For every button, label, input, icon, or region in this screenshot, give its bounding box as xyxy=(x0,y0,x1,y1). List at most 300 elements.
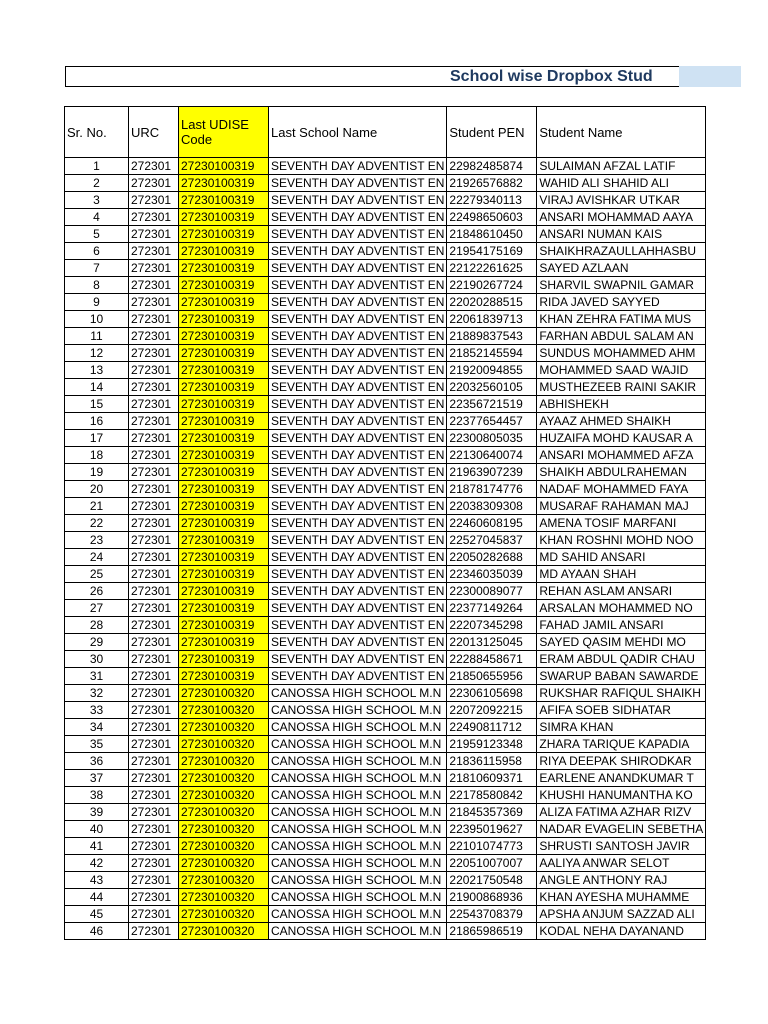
cell-urc[interactable]: 272301 xyxy=(129,464,179,481)
cell-student-pen[interactable]: 21810609371 xyxy=(447,770,537,787)
cell-sr-no[interactable]: 41 xyxy=(65,838,129,855)
cell-urc[interactable]: 272301 xyxy=(129,481,179,498)
cell-student-name[interactable]: AALIYA ANWAR SELOT xyxy=(537,855,706,872)
cell-school-name[interactable]: CANOSSA HIGH SCHOOL M.N xyxy=(269,804,447,821)
cell-school-name[interactable]: SEVENTH DAY ADVENTIST EN xyxy=(269,498,447,515)
cell-sr-no[interactable]: 36 xyxy=(65,753,129,770)
cell-student-pen[interactable]: 21926576882 xyxy=(447,175,537,192)
cell-sr-no[interactable]: 44 xyxy=(65,889,129,906)
cell-student-name[interactable]: KHAN ZEHRA FATIMA MUS xyxy=(537,311,706,328)
cell-student-name[interactable]: ZHARA TARIQUE KAPADIA xyxy=(537,736,706,753)
table-row xyxy=(65,243,706,260)
table-row xyxy=(65,515,706,532)
cell-udise[interactable]: 27230100320 xyxy=(179,872,269,889)
cell-school-name[interactable]: SEVENTH DAY ADVENTIST EN xyxy=(269,430,447,447)
cell-student-name[interactable]: ANGLE ANTHONY RAJ xyxy=(537,872,706,889)
cell-student-name[interactable]: ANSARI MOHAMMED AFZA xyxy=(537,447,706,464)
cell-school-name[interactable]: SEVENTH DAY ADVENTIST EN xyxy=(269,311,447,328)
cell-school-name[interactable]: CANOSSA HIGH SCHOOL M.N xyxy=(269,753,447,770)
cell-urc[interactable]: 272301 xyxy=(129,804,179,821)
cell-udise[interactable]: 27230100320 xyxy=(179,906,269,923)
cell-school-name[interactable]: CANOSSA HIGH SCHOOL M.N xyxy=(269,821,447,838)
cell-sr-no[interactable]: 28 xyxy=(65,617,129,634)
cell-student-name[interactable]: SHAIKHRAZAULLAHHASBU xyxy=(537,243,706,260)
cell-student-pen[interactable]: 22356721519 xyxy=(447,396,537,413)
cell-udise[interactable]: 27230100319 xyxy=(179,498,269,515)
cell-sr-no[interactable]: 15 xyxy=(65,396,129,413)
cell-student-pen[interactable]: 22207345298 xyxy=(447,617,537,634)
cell-udise[interactable]: 27230100320 xyxy=(179,719,269,736)
cell-sr-no[interactable]: 2 xyxy=(65,175,129,192)
cell-urc[interactable]: 272301 xyxy=(129,430,179,447)
cell-urc[interactable]: 272301 xyxy=(129,379,179,396)
cell-student-pen[interactable]: 22013125045 xyxy=(447,634,537,651)
cell-sr-no[interactable]: 1 xyxy=(65,158,129,175)
cell-student-pen[interactable]: 21954175169 xyxy=(447,243,537,260)
cell-student-pen[interactable]: 21878174776 xyxy=(447,481,537,498)
cell-sr-no[interactable]: 12 xyxy=(65,345,129,362)
cell-student-name[interactable]: REHAN ASLAM ANSARI xyxy=(537,583,706,600)
cell-student-name[interactable]: VIRAJ AVISHKAR UTKAR xyxy=(537,192,706,209)
cell-urc[interactable]: 272301 xyxy=(129,668,179,685)
cell-student-name[interactable]: ERAM ABDUL QADIR CHAU xyxy=(537,651,706,668)
cell-student-name[interactable]: FARHAN ABDUL SALAM AN xyxy=(537,328,706,345)
cell-student-pen[interactable]: 22130640074 xyxy=(447,447,537,464)
header-last-school[interactable]: Last School Name xyxy=(269,107,447,158)
cell-school-name[interactable]: SEVENTH DAY ADVENTIST EN xyxy=(269,158,447,175)
cell-sr-no[interactable]: 23 xyxy=(65,532,129,549)
cell-udise[interactable]: 27230100319 xyxy=(179,158,269,175)
cell-student-pen[interactable]: 22178580842 xyxy=(447,787,537,804)
cell-udise[interactable]: 27230100319 xyxy=(179,617,269,634)
cell-student-name[interactable]: MUSARAF RAHAMAN MAJ xyxy=(537,498,706,515)
cell-school-name[interactable]: SEVENTH DAY ADVENTIST EN xyxy=(269,617,447,634)
table-row xyxy=(65,651,706,668)
cell-student-pen[interactable]: 22288458671 xyxy=(447,651,537,668)
cell-udise[interactable]: 27230100319 xyxy=(179,277,269,294)
cell-udise[interactable]: 27230100319 xyxy=(179,379,269,396)
cell-urc[interactable]: 272301 xyxy=(129,889,179,906)
cell-school-name[interactable]: SEVENTH DAY ADVENTIST EN xyxy=(269,294,447,311)
cell-udise[interactable]: 27230100319 xyxy=(179,668,269,685)
cell-student-name[interactable]: SHARVIL SWAPNIL GAMAR xyxy=(537,277,706,294)
cell-udise[interactable]: 27230100319 xyxy=(179,175,269,192)
cell-student-name[interactable]: WAHID ALI SHAHID ALI xyxy=(537,175,706,192)
cell-udise[interactable]: 27230100319 xyxy=(179,243,269,260)
cell-urc[interactable]: 272301 xyxy=(129,583,179,600)
cell-urc[interactable]: 272301 xyxy=(129,396,179,413)
cell-student-pen[interactable]: 22300805035 xyxy=(447,430,537,447)
cell-student-name[interactable]: ABHISHEKH xyxy=(537,396,706,413)
cell-urc[interactable]: 272301 xyxy=(129,770,179,787)
cell-urc[interactable]: 272301 xyxy=(129,753,179,770)
cell-sr-no[interactable]: 24 xyxy=(65,549,129,566)
cell-student-pen[interactable]: 22279340113 xyxy=(447,192,537,209)
cell-udise[interactable]: 27230100319 xyxy=(179,634,269,651)
cell-udise[interactable]: 27230100319 xyxy=(179,413,269,430)
cell-student-name[interactable]: RIYA DEEPAK SHIRODKAR xyxy=(537,753,706,770)
cell-school-name[interactable]: SEVENTH DAY ADVENTIST EN xyxy=(269,396,447,413)
cell-urc[interactable]: 272301 xyxy=(129,192,179,209)
cell-student-name[interactable]: EARLENE ANANDKUMAR T xyxy=(537,770,706,787)
cell-student-name[interactable]: SAYED AZLAAN xyxy=(537,260,706,277)
cell-urc[interactable]: 272301 xyxy=(129,906,179,923)
cell-sr-no[interactable]: 42 xyxy=(65,855,129,872)
cell-udise[interactable]: 27230100319 xyxy=(179,447,269,464)
cell-sr-no[interactable]: 40 xyxy=(65,821,129,838)
cell-sr-no[interactable]: 31 xyxy=(65,668,129,685)
cell-student-pen[interactable]: 21889837543 xyxy=(447,328,537,345)
cell-student-name[interactable]: AMENA TOSIF MARFANI xyxy=(537,515,706,532)
table-row xyxy=(65,583,706,600)
cell-udise[interactable]: 27230100319 xyxy=(179,311,269,328)
cell-student-name[interactable]: KHAN AYESHA MUHAMME xyxy=(537,889,706,906)
cell-urc[interactable]: 272301 xyxy=(129,328,179,345)
cell-urc[interactable]: 272301 xyxy=(129,226,179,243)
cell-urc[interactable]: 272301 xyxy=(129,498,179,515)
cell-urc[interactable]: 272301 xyxy=(129,277,179,294)
cell-student-pen[interactable]: 21959123348 xyxy=(447,736,537,753)
cell-sr-no[interactable]: 22 xyxy=(65,515,129,532)
cell-udise[interactable]: 27230100319 xyxy=(179,566,269,583)
cell-udise[interactable]: 27230100320 xyxy=(179,855,269,872)
cell-student-pen[interactable]: 21963907239 xyxy=(447,464,537,481)
cell-student-pen[interactable]: 22050282688 xyxy=(447,549,537,566)
cell-udise[interactable]: 27230100319 xyxy=(179,549,269,566)
cell-student-name[interactable]: RUKSHAR RAFIQUL SHAIKH xyxy=(537,685,706,702)
cell-student-pen[interactable]: 22490811712 xyxy=(447,719,537,736)
cell-school-name[interactable]: SEVENTH DAY ADVENTIST EN xyxy=(269,600,447,617)
cell-student-name[interactable]: SAYED QASIM MEHDI MO xyxy=(537,634,706,651)
cell-student-pen[interactable]: 22377149264 xyxy=(447,600,537,617)
cell-urc[interactable]: 272301 xyxy=(129,685,179,702)
cell-sr-no[interactable]: 19 xyxy=(65,464,129,481)
cell-student-pen[interactable]: 22072092215 xyxy=(447,702,537,719)
cell-student-name[interactable]: SHRUSTI SANTOSH JAVIR xyxy=(537,838,706,855)
cell-urc[interactable]: 272301 xyxy=(129,651,179,668)
cell-udise[interactable]: 27230100320 xyxy=(179,685,269,702)
cell-school-name[interactable]: SEVENTH DAY ADVENTIST EN xyxy=(269,328,447,345)
cell-student-pen[interactable]: 22498650603 xyxy=(447,209,537,226)
table-row xyxy=(65,889,706,906)
cell-urc[interactable]: 272301 xyxy=(129,294,179,311)
header-student-pen[interactable]: Student PEN xyxy=(447,107,537,158)
cell-sr-no[interactable]: 13 xyxy=(65,362,129,379)
cell-school-name[interactable]: CANOSSA HIGH SCHOOL M.N xyxy=(269,906,447,923)
cell-school-name[interactable]: SEVENTH DAY ADVENTIST EN xyxy=(269,464,447,481)
cell-udise[interactable]: 27230100319 xyxy=(179,583,269,600)
cell-udise[interactable]: 27230100320 xyxy=(179,770,269,787)
cell-student-name[interactable]: KODAL NEHA DAYANAND xyxy=(537,923,706,940)
table-row xyxy=(65,481,706,498)
cell-school-name[interactable]: SEVENTH DAY ADVENTIST EN xyxy=(269,515,447,532)
table-row xyxy=(65,600,706,617)
cell-student-name[interactable]: AFIFA SOEB SIDHATAR xyxy=(537,702,706,719)
cell-sr-no[interactable]: 35 xyxy=(65,736,129,753)
cell-sr-no[interactable]: 29 xyxy=(65,634,129,651)
header-last-udise[interactable]: Last UDISE Code xyxy=(179,107,269,158)
cell-sr-no[interactable]: 30 xyxy=(65,651,129,668)
cell-urc[interactable]: 272301 xyxy=(129,787,179,804)
cell-sr-no[interactable]: 39 xyxy=(65,804,129,821)
cell-school-name[interactable]: SEVENTH DAY ADVENTIST EN xyxy=(269,651,447,668)
table-row xyxy=(65,719,706,736)
cell-sr-no[interactable]: 10 xyxy=(65,311,129,328)
cell-student-pen[interactable]: 22020288515 xyxy=(447,294,537,311)
cell-student-name[interactable]: APSHA ANJUM SAZZAD ALI xyxy=(537,906,706,923)
cell-sr-no[interactable]: 37 xyxy=(65,770,129,787)
cell-student-name[interactable]: FAHAD JAMIL ANSARI xyxy=(537,617,706,634)
cell-udise[interactable]: 27230100319 xyxy=(179,532,269,549)
cell-school-name[interactable]: SEVENTH DAY ADVENTIST EN xyxy=(269,192,447,209)
cell-urc[interactable]: 272301 xyxy=(129,600,179,617)
cell-urc[interactable]: 272301 xyxy=(129,923,179,940)
cell-student-name[interactable]: HUZAIFA MOHD KAUSAR A xyxy=(537,430,706,447)
cell-udise[interactable]: 27230100319 xyxy=(179,209,269,226)
cell-udise[interactable]: 27230100319 xyxy=(179,481,269,498)
cell-udise[interactable]: 27230100319 xyxy=(179,651,269,668)
cell-urc[interactable]: 272301 xyxy=(129,311,179,328)
cell-student-pen[interactable]: 22527045837 xyxy=(447,532,537,549)
table-row xyxy=(65,685,706,702)
cell-school-name[interactable]: SEVENTH DAY ADVENTIST EN xyxy=(269,277,447,294)
cell-school-name[interactable]: CANOSSA HIGH SCHOOL M.N xyxy=(269,787,447,804)
cell-sr-no[interactable]: 3 xyxy=(65,192,129,209)
cell-school-name[interactable]: SEVENTH DAY ADVENTIST EN xyxy=(269,175,447,192)
cell-udise[interactable]: 27230100319 xyxy=(179,396,269,413)
cell-urc[interactable]: 272301 xyxy=(129,158,179,175)
cell-sr-no[interactable]: 27 xyxy=(65,600,129,617)
header-sr-no[interactable]: Sr. No. xyxy=(65,107,129,158)
cell-udise[interactable]: 27230100320 xyxy=(179,923,269,940)
cell-sr-no[interactable]: 5 xyxy=(65,226,129,243)
cell-school-name[interactable]: SEVENTH DAY ADVENTIST EN xyxy=(269,345,447,362)
table-row xyxy=(65,617,706,634)
cell-urc[interactable]: 272301 xyxy=(129,243,179,260)
cell-student-name[interactable]: ARSALAN MOHAMMED NO xyxy=(537,600,706,617)
cell-sr-no[interactable]: 38 xyxy=(65,787,129,804)
cell-school-name[interactable]: SEVENTH DAY ADVENTIST EN xyxy=(269,209,447,226)
cell-school-name[interactable]: SEVENTH DAY ADVENTIST EN xyxy=(269,668,447,685)
cell-urc[interactable]: 272301 xyxy=(129,515,179,532)
cell-student-name[interactable]: NADAR EVAGELIN SEBETHA xyxy=(537,821,706,838)
table-row xyxy=(65,362,706,379)
cell-udise[interactable]: 27230100319 xyxy=(179,515,269,532)
cell-sr-no[interactable]: 7 xyxy=(65,260,129,277)
cell-school-name[interactable]: SEVENTH DAY ADVENTIST EN xyxy=(269,549,447,566)
cell-school-name[interactable]: CANOSSA HIGH SCHOOL M.N xyxy=(269,872,447,889)
cell-student-pen[interactable]: 22051007007 xyxy=(447,855,537,872)
cell-school-name[interactable]: CANOSSA HIGH SCHOOL M.N xyxy=(269,770,447,787)
header-urc[interactable]: URC xyxy=(129,107,179,158)
cell-sr-no[interactable]: 26 xyxy=(65,583,129,600)
cell-student-pen[interactable]: 22306105698 xyxy=(447,685,537,702)
cell-student-pen[interactable]: 22061839713 xyxy=(447,311,537,328)
cell-student-pen[interactable]: 22032560105 xyxy=(447,379,537,396)
cell-school-name[interactable]: SEVENTH DAY ADVENTIST EN xyxy=(269,566,447,583)
cell-urc[interactable]: 272301 xyxy=(129,447,179,464)
cell-urc[interactable]: 272301 xyxy=(129,838,179,855)
cell-student-pen[interactable]: 21850655956 xyxy=(447,668,537,685)
cell-student-name[interactable]: KHAN ROSHNI MOHD NOO xyxy=(537,532,706,549)
cell-sr-no[interactable]: 21 xyxy=(65,498,129,515)
cell-school-name[interactable]: SEVENTH DAY ADVENTIST EN xyxy=(269,481,447,498)
cell-student-pen[interactable]: 21852145594 xyxy=(447,345,537,362)
cell-urc[interactable]: 272301 xyxy=(129,617,179,634)
cell-school-name[interactable]: CANOSSA HIGH SCHOOL M.N xyxy=(269,685,447,702)
cell-urc[interactable]: 272301 xyxy=(129,175,179,192)
cell-udise[interactable]: 27230100319 xyxy=(179,345,269,362)
cell-udise[interactable]: 27230100320 xyxy=(179,804,269,821)
cell-student-name[interactable]: SULAIMAN AFZAL LATIF xyxy=(537,158,706,175)
cell-student-name[interactable]: ANSARI NUMAN KAIS xyxy=(537,226,706,243)
cell-student-pen[interactable]: 22021750548 xyxy=(447,872,537,889)
cell-student-pen[interactable]: 21845357369 xyxy=(447,804,537,821)
cell-student-pen[interactable]: 21865986519 xyxy=(447,923,537,940)
cell-student-name[interactable]: SWARUP BABAN SAWARDE xyxy=(537,668,706,685)
cell-urc[interactable]: 272301 xyxy=(129,855,179,872)
cell-school-name[interactable]: SEVENTH DAY ADVENTIST EN xyxy=(269,447,447,464)
cell-school-name[interactable]: SEVENTH DAY ADVENTIST EN xyxy=(269,260,447,277)
cell-school-name[interactable]: SEVENTH DAY ADVENTIST EN xyxy=(269,362,447,379)
cell-student-pen[interactable]: 21920094855 xyxy=(447,362,537,379)
cell-urc[interactable]: 272301 xyxy=(129,702,179,719)
cell-school-name[interactable]: SEVENTH DAY ADVENTIST EN xyxy=(269,226,447,243)
table-body xyxy=(65,158,706,940)
cell-sr-no[interactable]: 8 xyxy=(65,277,129,294)
cell-udise[interactable]: 27230100319 xyxy=(179,464,269,481)
cell-urc[interactable]: 272301 xyxy=(129,362,179,379)
cell-student-name[interactable]: NADAF MOHAMMED FAYA xyxy=(537,481,706,498)
cell-student-name[interactable]: MOHAMMED SAAD WAJID xyxy=(537,362,706,379)
cell-sr-no[interactable]: 9 xyxy=(65,294,129,311)
cell-urc[interactable]: 272301 xyxy=(129,566,179,583)
cell-student-pen[interactable]: 22346035039 xyxy=(447,566,537,583)
cell-sr-no[interactable]: 17 xyxy=(65,430,129,447)
cell-school-name[interactable]: CANOSSA HIGH SCHOOL M.N xyxy=(269,719,447,736)
cell-udise[interactable]: 27230100319 xyxy=(179,362,269,379)
cell-sr-no[interactable]: 4 xyxy=(65,209,129,226)
cell-school-name[interactable]: SEVENTH DAY ADVENTIST EN xyxy=(269,413,447,430)
cell-sr-no[interactable]: 32 xyxy=(65,685,129,702)
cell-student-pen[interactable]: 22377654457 xyxy=(447,413,537,430)
cell-student-name[interactable]: MD AYAAN SHAH xyxy=(537,566,706,583)
cell-urc[interactable]: 272301 xyxy=(129,532,179,549)
cell-udise[interactable]: 27230100320 xyxy=(179,702,269,719)
cell-sr-no[interactable]: 46 xyxy=(65,923,129,940)
cell-sr-no[interactable]: 43 xyxy=(65,872,129,889)
table-row xyxy=(65,430,706,447)
cell-student-name[interactable]: RIDA JAVED SAYYED xyxy=(537,294,706,311)
cell-udise[interactable]: 27230100320 xyxy=(179,889,269,906)
cell-student-pen[interactable]: 22543708379 xyxy=(447,906,537,923)
cell-sr-no[interactable]: 34 xyxy=(65,719,129,736)
table-row xyxy=(65,906,706,923)
table-row xyxy=(65,804,706,821)
cell-sr-no[interactable]: 45 xyxy=(65,906,129,923)
header-student-name[interactable]: Student Name xyxy=(537,107,706,158)
cell-urc[interactable]: 272301 xyxy=(129,736,179,753)
cell-student-pen[interactable]: 21836115958 xyxy=(447,753,537,770)
cell-udise[interactable]: 27230100319 xyxy=(179,260,269,277)
cell-student-name[interactable]: SHAIKH ABDULRAHEMAN xyxy=(537,464,706,481)
cell-sr-no[interactable]: 6 xyxy=(65,243,129,260)
cell-student-pen[interactable]: 22038309308 xyxy=(447,498,537,515)
cell-udise[interactable]: 27230100319 xyxy=(179,600,269,617)
table-row xyxy=(65,447,706,464)
cell-school-name[interactable]: SEVENTH DAY ADVENTIST EN xyxy=(269,243,447,260)
cell-student-name[interactable]: SIMRA KHAN xyxy=(537,719,706,736)
cell-school-name[interactable]: CANOSSA HIGH SCHOOL M.N xyxy=(269,923,447,940)
cell-udise[interactable]: 27230100320 xyxy=(179,787,269,804)
cell-student-pen[interactable]: 22190267724 xyxy=(447,277,537,294)
cell-sr-no[interactable]: 33 xyxy=(65,702,129,719)
cell-student-pen[interactable]: 22395019627 xyxy=(447,821,537,838)
cell-urc[interactable]: 272301 xyxy=(129,345,179,362)
cell-school-name[interactable]: CANOSSA HIGH SCHOOL M.N xyxy=(269,889,447,906)
cell-student-name[interactable]: AYAAZ AHMED SHAIKH xyxy=(537,413,706,430)
cell-student-name[interactable]: MUSTHEZEEB RAINI SAKIR xyxy=(537,379,706,396)
cell-student-pen[interactable]: 22300089077 xyxy=(447,583,537,600)
cell-udise[interactable]: 27230100319 xyxy=(179,430,269,447)
cell-school-name[interactable]: CANOSSA HIGH SCHOOL M.N xyxy=(269,855,447,872)
cell-urc[interactable]: 272301 xyxy=(129,549,179,566)
cell-student-pen[interactable]: 21848610450 xyxy=(447,226,537,243)
cell-udise[interactable]: 27230100319 xyxy=(179,192,269,209)
cell-urc[interactable]: 272301 xyxy=(129,634,179,651)
cell-student-name[interactable]: KHUSHI HANUMANTHA KO xyxy=(537,787,706,804)
cell-udise[interactable]: 27230100320 xyxy=(179,753,269,770)
cell-urc[interactable]: 272301 xyxy=(129,821,179,838)
cell-school-name[interactable]: CANOSSA HIGH SCHOOL M.N xyxy=(269,702,447,719)
cell-school-name[interactable]: SEVENTH DAY ADVENTIST EN xyxy=(269,634,447,651)
cell-school-name[interactable]: SEVENTH DAY ADVENTIST EN xyxy=(269,583,447,600)
cell-school-name[interactable]: CANOSSA HIGH SCHOOL M.N xyxy=(269,736,447,753)
cell-student-name[interactable]: SUNDUS MOHAMMED AHM xyxy=(537,345,706,362)
cell-sr-no[interactable]: 18 xyxy=(65,447,129,464)
cell-sr-no[interactable]: 14 xyxy=(65,379,129,396)
cell-urc[interactable]: 272301 xyxy=(129,209,179,226)
cell-student-name[interactable]: ALIZA FATIMA AZHAR RIZV xyxy=(537,804,706,821)
cell-school-name[interactable]: SEVENTH DAY ADVENTIST EN xyxy=(269,379,447,396)
cell-student-pen[interactable]: 21900868936 xyxy=(447,889,537,906)
cell-sr-no[interactable]: 25 xyxy=(65,566,129,583)
cell-urc[interactable]: 272301 xyxy=(129,413,179,430)
table-row xyxy=(65,192,706,209)
cell-student-pen[interactable]: 22982485874 xyxy=(447,158,537,175)
cell-sr-no[interactable]: 20 xyxy=(65,481,129,498)
cell-udise[interactable]: 27230100320 xyxy=(179,821,269,838)
cell-sr-no[interactable]: 16 xyxy=(65,413,129,430)
cell-student-name[interactable]: ANSARI MOHAMMAD AAYA xyxy=(537,209,706,226)
cell-urc[interactable]: 272301 xyxy=(129,872,179,889)
cell-student-pen[interactable]: 22122261625 xyxy=(447,260,537,277)
cell-school-name[interactable]: CANOSSA HIGH SCHOOL M.N xyxy=(269,838,447,855)
cell-udise[interactable]: 27230100320 xyxy=(179,838,269,855)
cell-urc[interactable]: 272301 xyxy=(129,260,179,277)
cell-student-pen[interactable]: 22101074773 xyxy=(447,838,537,855)
table-row xyxy=(65,532,706,549)
cell-udise[interactable]: 27230100319 xyxy=(179,294,269,311)
cell-student-pen[interactable]: 22460608195 xyxy=(447,515,537,532)
cell-urc[interactable]: 272301 xyxy=(129,719,179,736)
cell-udise[interactable]: 27230100319 xyxy=(179,226,269,243)
cell-udise[interactable]: 27230100320 xyxy=(179,736,269,753)
cell-student-name[interactable]: MD SAHID ANSARI xyxy=(537,549,706,566)
cell-school-name[interactable]: SEVENTH DAY ADVENTIST EN xyxy=(269,532,447,549)
cell-sr-no[interactable]: 11 xyxy=(65,328,129,345)
cell-udise[interactable]: 27230100319 xyxy=(179,328,269,345)
